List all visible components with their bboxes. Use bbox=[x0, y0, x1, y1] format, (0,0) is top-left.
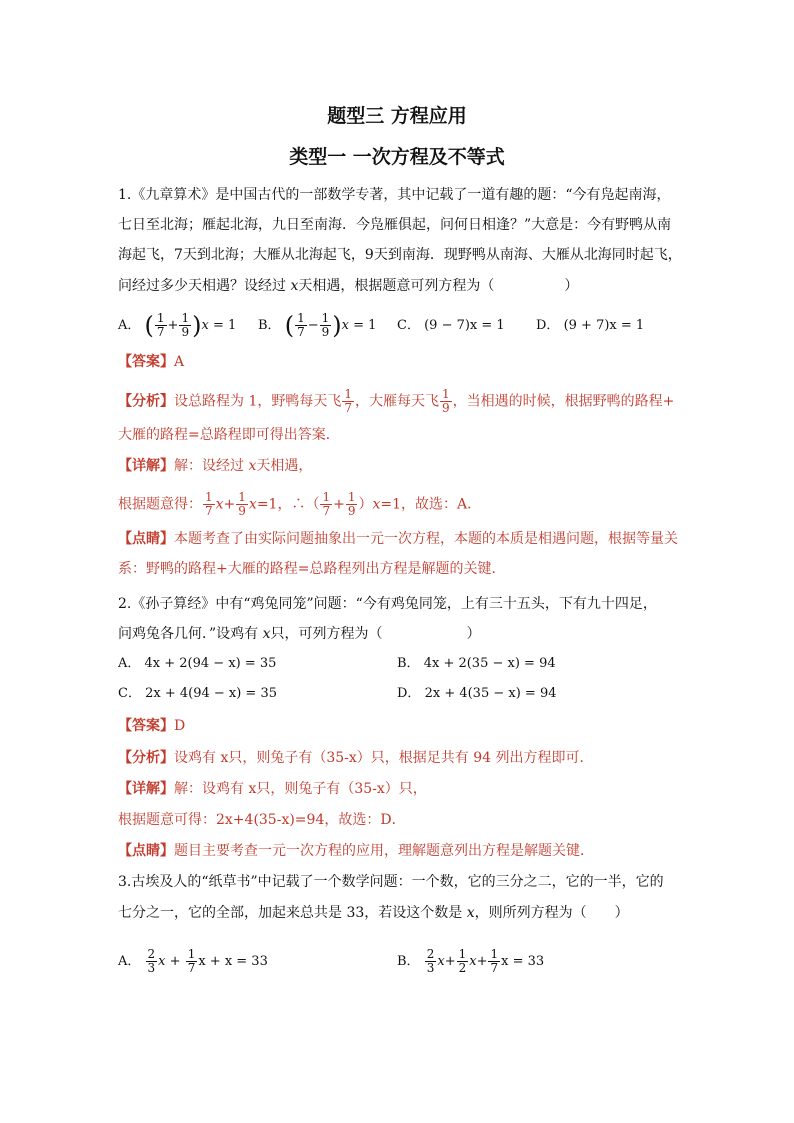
q1-analysis: 【分析】设总路程为 1，野鸭每天飞 $\frac{1}{7}$ ，大雁每天飞 $\frac{1}{9}$ ，当相遇的时候，根据野鸭的路程+ bbox=[118, 387, 675, 415]
q1-option-d[interactable]: D． (9 + 7)x = 1 bbox=[536, 318, 645, 333]
q2-answer: 【答案】D bbox=[118, 718, 186, 734]
q1-text-line-1: 1.《九章算术》是中国古代的一部数学专著，其中记载了一道有趣的题：“今有凫起南海， bbox=[118, 187, 671, 203]
q2-analysis: 【分析】设鸡有 x只，则兔子有（35-x）只，根据足共有 94 列出方程即可． bbox=[118, 750, 594, 766]
q2-option-a[interactable]: A． 4x + 2(94 − x) = 35 bbox=[118, 656, 277, 671]
q1-text-line-4: 问经过多少天相遇？设经过 x天相遇，根据题意可列方程为（ ） bbox=[118, 278, 579, 294]
q1-option-a[interactable]: A． ( $\frac{1}{7}$ + $\frac{1}{9}$ )x = 1 bbox=[118, 311, 237, 340]
q1-option-b[interactable]: B． ( $\frac{1}{7}$ − $\frac{1}{9}$ )x = 1 bbox=[258, 311, 377, 340]
q1-comment-line-2: 系：野鸭的路程+大雁的路程=总路程列出方程是解题的关键． bbox=[118, 561, 506, 577]
q3-text-line-2: 七分之一，它的全部，加起来总共是 33，若设这个数是 x，则所列方程为（ ） bbox=[118, 905, 629, 921]
page-subtitle: 类型一 一次方程及不等式 bbox=[289, 146, 505, 168]
q3-option-b[interactable]: B． $\frac{2}{3}$ x+ $\frac{1}{2}$ x+ $\frac{1}{7}$ x = 33 bbox=[397, 947, 545, 975]
q3-option-a[interactable]: A． $\frac{2}{3}$ x + $\frac{1}{7}$ x + x = 33 bbox=[118, 947, 268, 975]
q2-comment: 【点睛】题目主要考查一元一次方程的应用，理解题意列出方程是解题关键． bbox=[118, 843, 594, 859]
q1-text-line-3: 海起飞，7天到北海；大雁从北海起飞，9天到南海．现野鸭从南海、大雁从北海同时起飞， bbox=[118, 247, 682, 263]
q1-analysis-line-2: 大雁的路程=总路程即可得出答案． bbox=[118, 427, 340, 443]
q2-text-line-2: 问鸡兔各几何．”设鸡有 x只，可列方程为（ ） bbox=[118, 626, 481, 642]
q3-text-line-1: 3.古埃及人的“纸草书”中记载了一个数学问题：一个数，它的三分之二，它的一半，它的 bbox=[118, 874, 664, 890]
q2-detail: 【详解】解：设鸡有 x只，则兔子有（35-x）只， bbox=[118, 781, 427, 797]
q2-option-b[interactable]: B． 4x + 2(35 − x) = 94 bbox=[397, 656, 556, 671]
q2-text-line-1: 2.《孙子算经》中有“鸡兔同笼”问题：“今有鸡兔同笼，上有三十五头，下有九十四足， bbox=[118, 596, 657, 612]
q1-comment: 【点睛】本题考查了由实际问题抽象出一元一次方程，本题的本质是相遇问题，根据等量关 bbox=[118, 531, 678, 547]
q1-option-c[interactable]: C． (9 − 7)x = 1 bbox=[397, 318, 505, 333]
q1-detail: 【详解】解：设经过 x天相遇， bbox=[118, 458, 313, 474]
q1-text-line-2: 七日至北海；雁起北海，九日至南海．今凫雁俱起，问何日相逢？”大意是：今有野鸭从南 bbox=[118, 217, 672, 233]
page-title: 题型三 方程应用 bbox=[327, 105, 467, 127]
q2-option-d[interactable]: D． 2x + 4(35 − x) = 94 bbox=[397, 686, 557, 701]
q1-detail-line-2: 根据题意得： $\frac{1}{7}$ x+ $\frac{1}{9}$ x=1，∴（ $\frac{1}{7}$ + $\frac{1}{9}$ ）x=1，故选：A． bbox=[118, 490, 482, 518]
q2-detail-line-2: 根据题意可得：2x+4(35-x)=94，故选：D． bbox=[118, 812, 406, 828]
q1-answer: 【答案】A bbox=[118, 354, 185, 370]
q2-option-c[interactable]: C． 2x + 4(94 − x) = 35 bbox=[118, 686, 277, 701]
